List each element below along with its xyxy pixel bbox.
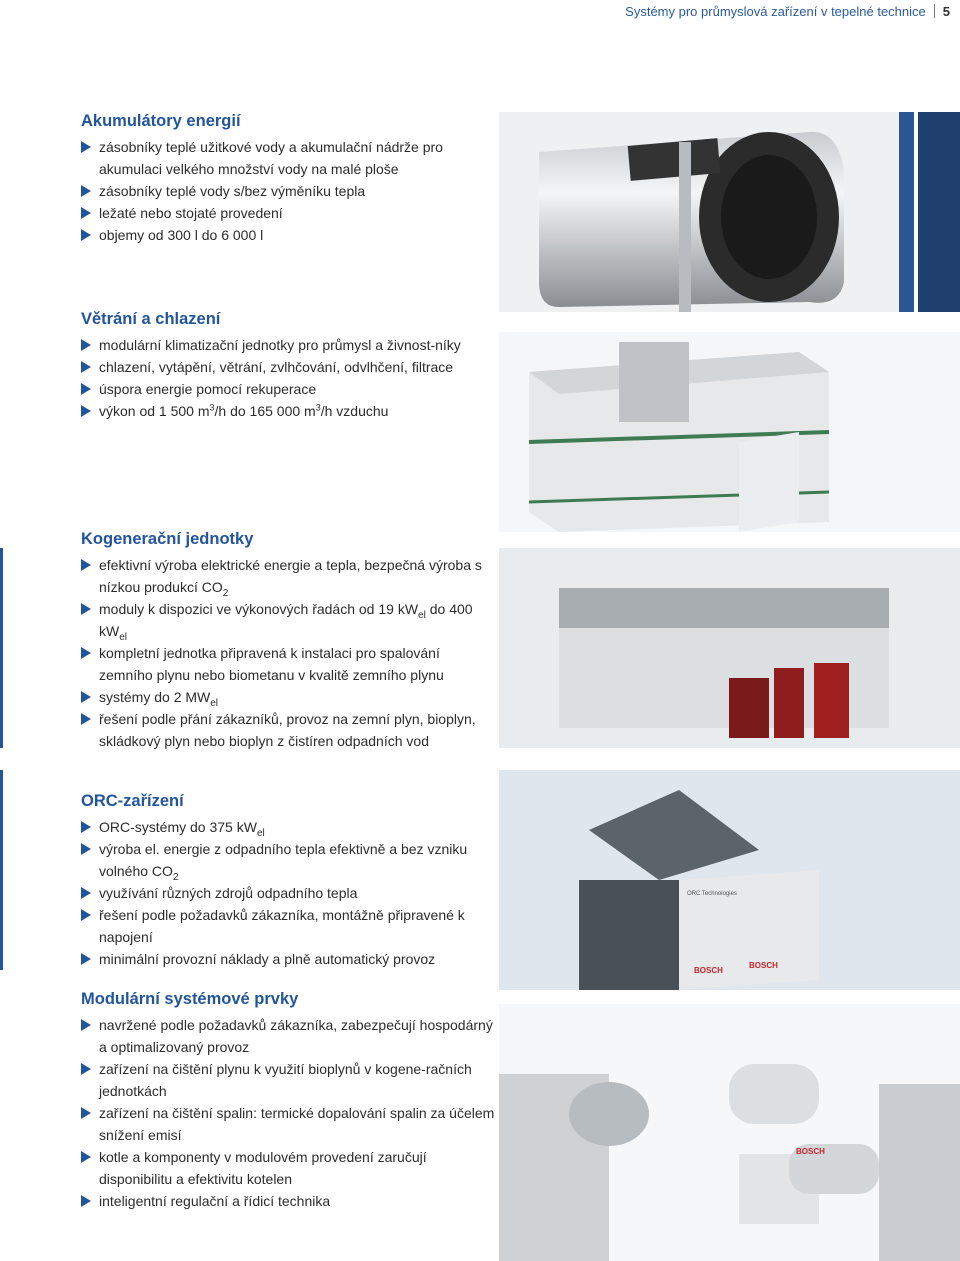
list-item: zařízení na čištění spalin: termické dopalování spalin za účelem snížení emisí [81, 1102, 497, 1146]
bullet-list [81, 136, 481, 246]
arrow-icon [81, 185, 91, 197]
arrow-icon [81, 405, 91, 417]
list-item: minimální provozní náklady a plně automatický provoz [81, 948, 497, 970]
arrow-icon [81, 843, 91, 855]
list-item: zařízení na čištění plynu k využití bioplynů v kogene-račních jednotkách [81, 1058, 497, 1102]
arrow-icon [81, 1063, 91, 1075]
photo-storage-tank [499, 112, 960, 312]
list-item: výkon od 1 500 $m^3/h$ do 165 000 $m^3/h$ vzduchu [81, 400, 497, 422]
brand-logo: BOSCH [796, 1147, 825, 1156]
arrow-icon [81, 207, 91, 219]
section-heading: Kogenerační jednotky [81, 530, 254, 548]
arrow-icon [81, 647, 91, 659]
arrow-icon [81, 821, 91, 833]
arrow-icon [81, 339, 91, 351]
list-item: zásobníky teplé užitkové vody a akumulační nádrže pro akumulaci velkého množství vody na malé ploše [81, 136, 497, 180]
chp-illustration [499, 548, 960, 748]
arrow-icon [81, 603, 91, 615]
list-item: řešení podle přání zákazníků, provoz na zemní plyn, bioplyn, skládkový plyn nebo bioplyn z čistíren odpadních vod [81, 708, 497, 752]
edge-mark [0, 770, 3, 970]
section-heading: Větrání a chlazení [81, 310, 221, 328]
section-akumulatory [81, 110, 481, 246]
section-kogenerace [81, 528, 481, 752]
page-number: 5 [942, 3, 950, 19]
brand-logo: BOSCH [694, 966, 723, 975]
photo-orc-container [499, 770, 960, 990]
bullet-list [81, 1014, 495, 1212]
list-item: chlazení, vytápění, větrání, zvlhčování, odvlhčení, filtrace [81, 356, 497, 378]
list-item: kotle a komponenty v modulovém provedení zaručují disponibilitu a efektivitu kotelen [81, 1146, 497, 1190]
list-item: efektivní výroba elektrické energie a tepla, bezpečná výroba s nízkou produkcí $CO_2$ [81, 554, 497, 598]
list-item: zásobníky teplé vody s/bez výměníku tepla [81, 180, 497, 202]
list-item: inteligentní regulační a řídicí technika [81, 1190, 497, 1212]
list-item: výroba el. energie z odpadního tepla efektivně a bez vzniku volného $CO_2$ [81, 838, 497, 882]
list-item: řešení podle požadavků zákazníka, montážně připravené k napojení [81, 904, 497, 948]
photo-modular-components [499, 1004, 960, 1261]
edge-mark [0, 548, 3, 748]
arrow-icon [81, 713, 91, 725]
orc-illustration [499, 770, 960, 990]
arrow-icon [81, 1151, 91, 1163]
bullet-list [81, 334, 481, 422]
list-item: objemy od 300 l do 6 000 l [81, 224, 497, 246]
section-orc [81, 790, 481, 970]
arrow-icon [81, 229, 91, 241]
arrow-icon [81, 559, 91, 571]
header-title: Systémy pro průmyslová zařízení v tepelné technice [625, 3, 926, 19]
section-heading: Modulární systémové prvky [81, 990, 299, 1008]
arrow-icon [81, 887, 91, 899]
list-item: úspora energie pomocí rekuperace [81, 378, 497, 400]
arrow-icon [81, 1195, 91, 1207]
list-item: kompletní jednotka připravená k instalaci pro spalování zemního plynu nebo biometanu v kvalitě zemního plynu [81, 642, 497, 686]
running-header [625, 0, 960, 22]
bullet-list [81, 554, 481, 752]
list-item: moduly k dispozici ve výkonových řadách od 19 $kW_{el}$ do 400 $kW_{el}$ [81, 598, 497, 642]
list-item: modulární klimatizační jednotky pro průmysl a živnost-níky [81, 334, 497, 356]
arrow-icon [81, 141, 91, 153]
list-item: systémy do 2 $MW_{el}$ [81, 686, 497, 708]
orc-container-label: ORC Technologies [687, 891, 737, 897]
photo-chp-units [499, 548, 960, 748]
brand-logo: BOSCH [749, 961, 778, 970]
section-heading: Akumulátory energií [81, 112, 241, 130]
list-item: ležaté nebo stojaté provedení [81, 202, 497, 224]
section-heading: ORC-zařízení [81, 792, 184, 810]
photo-air-handling-unit [499, 332, 960, 532]
bullet-list [81, 816, 481, 970]
arrow-icon [81, 953, 91, 965]
arrow-icon [81, 383, 91, 395]
section-vetrani [81, 308, 481, 422]
list-item: využívání různých zdrojů odpadního tepla [81, 882, 497, 904]
arrow-icon [81, 909, 91, 921]
arrow-icon [81, 361, 91, 373]
arrow-icon [81, 1019, 91, 1031]
arrow-icon [81, 691, 91, 703]
arrow-icon [81, 1107, 91, 1119]
list-item: navržené podle požadavků zákazníka, zabezpečují hospodárný a optimalizovaný provoz [81, 1014, 497, 1058]
modular-illustration [499, 1004, 960, 1261]
section-modularni [81, 988, 495, 1212]
tank-illustration [499, 112, 899, 312]
ahu-illustration [499, 332, 960, 532]
list-item: ORC-systémy do 375 $kW_{el}$ [81, 816, 497, 838]
